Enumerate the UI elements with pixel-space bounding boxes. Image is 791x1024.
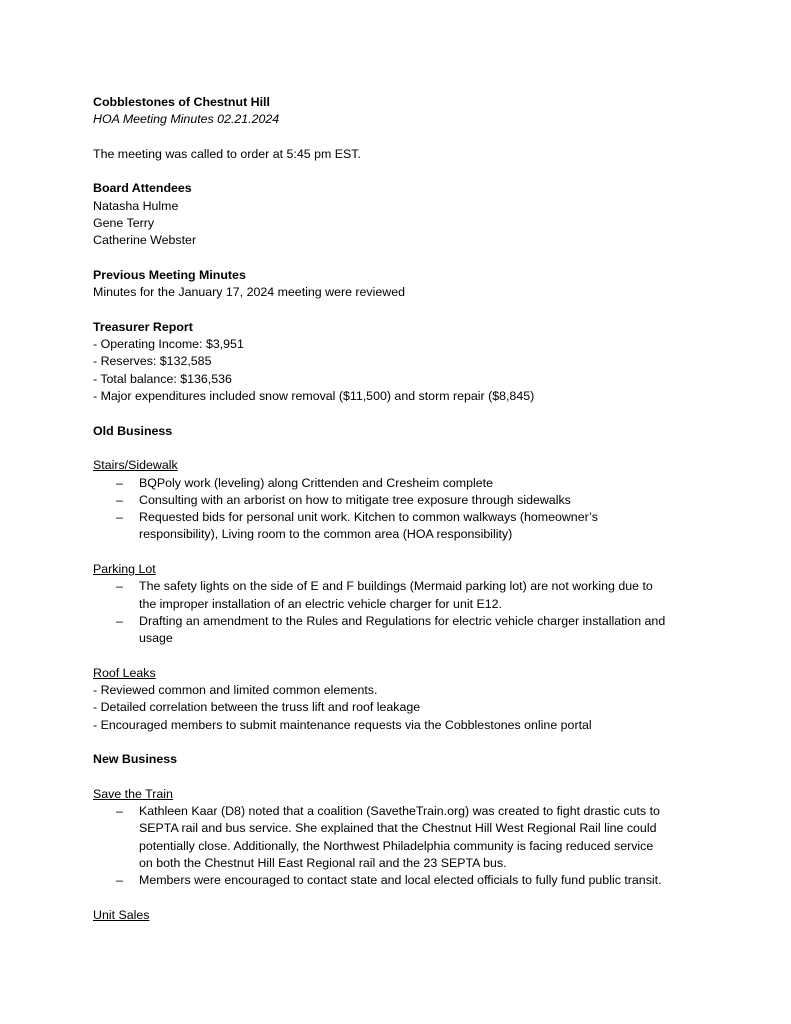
list-item	[93, 872, 713, 889]
roof-item: - Reviewed common and limited common elements.	[93, 683, 378, 698]
new-business-heading: New Business	[93, 752, 178, 767]
roof-item: - Encouraged members to submit maintenance requests via the Cobblestones online portal	[93, 717, 592, 732]
treasurer-heading: Treasurer Report	[93, 319, 193, 334]
document-title: HOA Meeting Minutes 02.21.2024	[93, 112, 280, 127]
treasurer-item: - Major expenditures included snow removal ($11,500) and storm repair ($8,845)	[93, 389, 535, 404]
previous-minutes-text: Minutes for the January 17, 2024 meeting were reviewed	[93, 285, 406, 300]
list-item	[93, 492, 713, 509]
list-item-text-line: the improper installation of an electric vehicle charger for unit E12.	[139, 596, 502, 611]
list-item	[93, 475, 713, 492]
org-name: Cobblestones of Chestnut Hill	[93, 95, 270, 109]
list-item-text-line: potentially close. Additionally, the Northwest Philadelphia community is facing reduced service	[139, 838, 654, 853]
dash-bullet: –	[116, 873, 123, 888]
stairs-subheading: Stairs/Sidewalk	[93, 458, 178, 473]
treasurer-item: - Total balance: $136,536	[93, 371, 232, 386]
list-item-text-line: Requested bids for personal unit work. Kitchen to common walkways (homeowner’s	[139, 510, 598, 525]
list-item	[93, 509, 713, 544]
train-subheading: Save the Train	[93, 786, 173, 801]
list-item-text-line: usage	[139, 631, 173, 646]
previous-minutes-heading: Previous Meeting Minutes	[93, 267, 246, 282]
dash-bullet: –	[116, 492, 123, 507]
list-item	[93, 613, 713, 648]
list-item-text-line: Drafting an amendment to the Rules and Regulations for electric vehicle charger installation and	[139, 613, 666, 628]
treasurer-item: - Operating Income: $3,951	[93, 337, 244, 352]
treasurer-item: - Reserves: $132,585	[93, 354, 212, 369]
dash-bullet: –	[116, 579, 123, 594]
dash-bullet: –	[116, 475, 123, 490]
list-item-text-line: on both the Chestnut Hill East Regional rail and the 23 SEPTA bus.	[139, 856, 507, 871]
board-heading: Board Attendees	[93, 181, 192, 196]
list-item-text-line: The safety lights on the side of E and F buildings (Mermaid parking lot) are not working due to	[139, 579, 653, 594]
list-item	[93, 803, 713, 872]
dash-bullet: –	[116, 804, 123, 819]
board-member: Catherine Webster	[93, 233, 197, 248]
list-item-text-line: Kathleen Kaar (D8) noted that a coalition (SavetheTrain.org) was created to fight drastic cuts to	[139, 804, 660, 819]
roof-subheading: Roof Leaks	[93, 665, 156, 680]
dash-bullet: –	[116, 510, 123, 525]
board-member: Natasha Hulme	[93, 198, 179, 213]
list-item-text: Consulting with an arborist on how to mitigate tree exposure through sidewalks	[139, 492, 571, 507]
roof-item: - Detailed correlation between the truss lift and roof leakage	[93, 700, 421, 715]
board-member: Gene Terry	[93, 216, 155, 231]
parking-subheading: Parking Lot	[93, 562, 156, 577]
list-item	[93, 578, 713, 613]
dash-bullet: –	[116, 613, 123, 628]
minutes-body	[93, 94, 713, 924]
list-item-text: BQPoly work (leveling) along Crittenden and Cresheim complete	[139, 475, 493, 490]
call-to-order: The meeting was called to order at 5:45 pm EST.	[93, 146, 361, 161]
old-business-heading: Old Business	[93, 423, 173, 438]
list-item-text-line: responsibility), Living room to the common area (HOA responsibility)	[139, 527, 513, 542]
list-item-text-line: SEPTA rail and bus service. She explained that the Chestnut Hill West Regional Rail line could	[139, 821, 657, 836]
unit-sales-subheading: Unit Sales	[93, 907, 150, 922]
list-item-text: Members were encouraged to contact state and local elected officials to fully fund public transit.	[139, 873, 662, 888]
